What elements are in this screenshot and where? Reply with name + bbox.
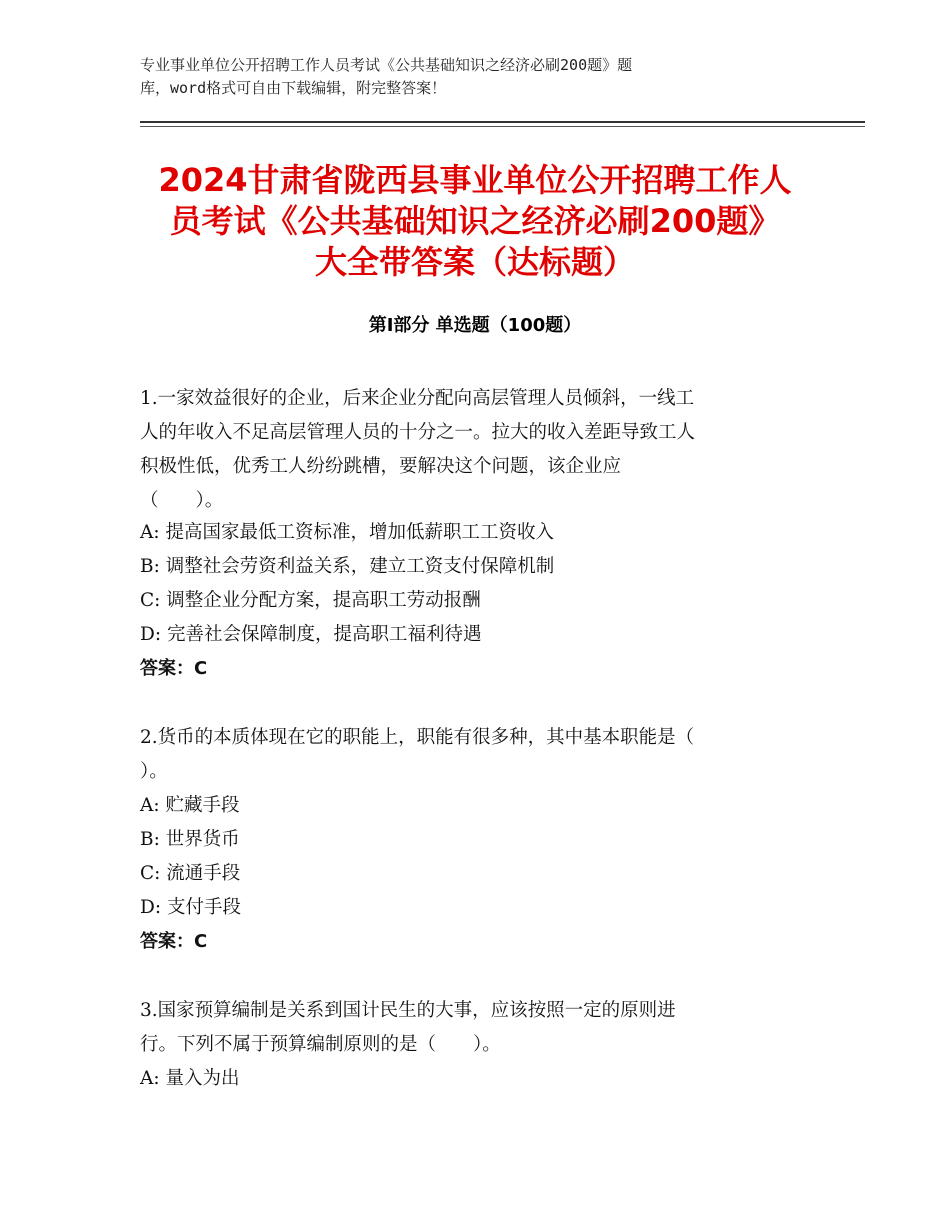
question-line: 3.国家预算编制是关系到国计民生的大事，应该按照一定的原则进 [140, 1000, 676, 1021]
question-line: 行。下列不属于预算编制原则的是（ ）。 [140, 1034, 501, 1055]
question-2-option-b: B: 世界货币 [140, 829, 240, 850]
question-line: ）。 [140, 761, 168, 782]
question-1-answer: 答案：C [140, 658, 208, 679]
question-2-option-d: D: 支付手段 [140, 897, 241, 918]
question-line: （ ）。 [140, 490, 224, 511]
question-line: 积极性低，优秀工人纷纷跳槽，要解决这个问题，该企业应 [140, 456, 622, 477]
question-1-option-d: D: 完善社会保障制度，提高职工福利待遇 [140, 624, 482, 645]
question-line: 人的年收入不足高层管理人员的十分之一。拉大的收入差距导致工人 [140, 422, 696, 443]
title-line: 大全带答案（达标题） [314, 243, 635, 281]
question-3-text [140, 994, 800, 1062]
header-divider-thick [140, 121, 865, 123]
header-note-line: 库，word格式可自由下载编辑，附完整答案！ [140, 79, 447, 97]
question-line: 2.货币的本质体现在它的职能上，职能有很多种，其中基本职能是（ [140, 727, 695, 748]
question-1-option-b: B: 调整社会劳资利益关系，建立工资支付保障机制 [140, 556, 555, 577]
question-line: 1.一家效益很好的企业，后来企业分配向高层管理人员倾斜，一线工 [140, 388, 695, 409]
question-1-text [140, 382, 800, 518]
question-1-option-c: C: 调整企业分配方案，提高职工劳动报酬 [140, 590, 481, 611]
question-1-option-a: A: 提高国家最低工资标准，增加低薪职工工资收入 [140, 522, 554, 543]
header-note-line: 专业事业单位公开招聘工作人员考试《公共基础知识之经济必刷200题》题 [140, 56, 633, 74]
question-3-option-a: A: 量入为出 [140, 1068, 240, 1089]
header-note [140, 54, 780, 100]
question-2-option-c: C: 流通手段 [140, 863, 241, 884]
title-line: 2024甘肃省陇西县事业单位公开招聘工作人 [158, 161, 792, 199]
title-line: 员考试《公共基础知识之经济必刷200题》 [169, 202, 781, 240]
question-2-answer: 答案：C [140, 931, 208, 952]
question-2-option-a: A: 贮藏手段 [140, 795, 240, 816]
document-title [100, 160, 850, 283]
section-title: 第Ⅰ部分 单选题（100题） [368, 315, 582, 336]
header-divider-thin [140, 126, 865, 127]
question-2-text [140, 721, 800, 789]
